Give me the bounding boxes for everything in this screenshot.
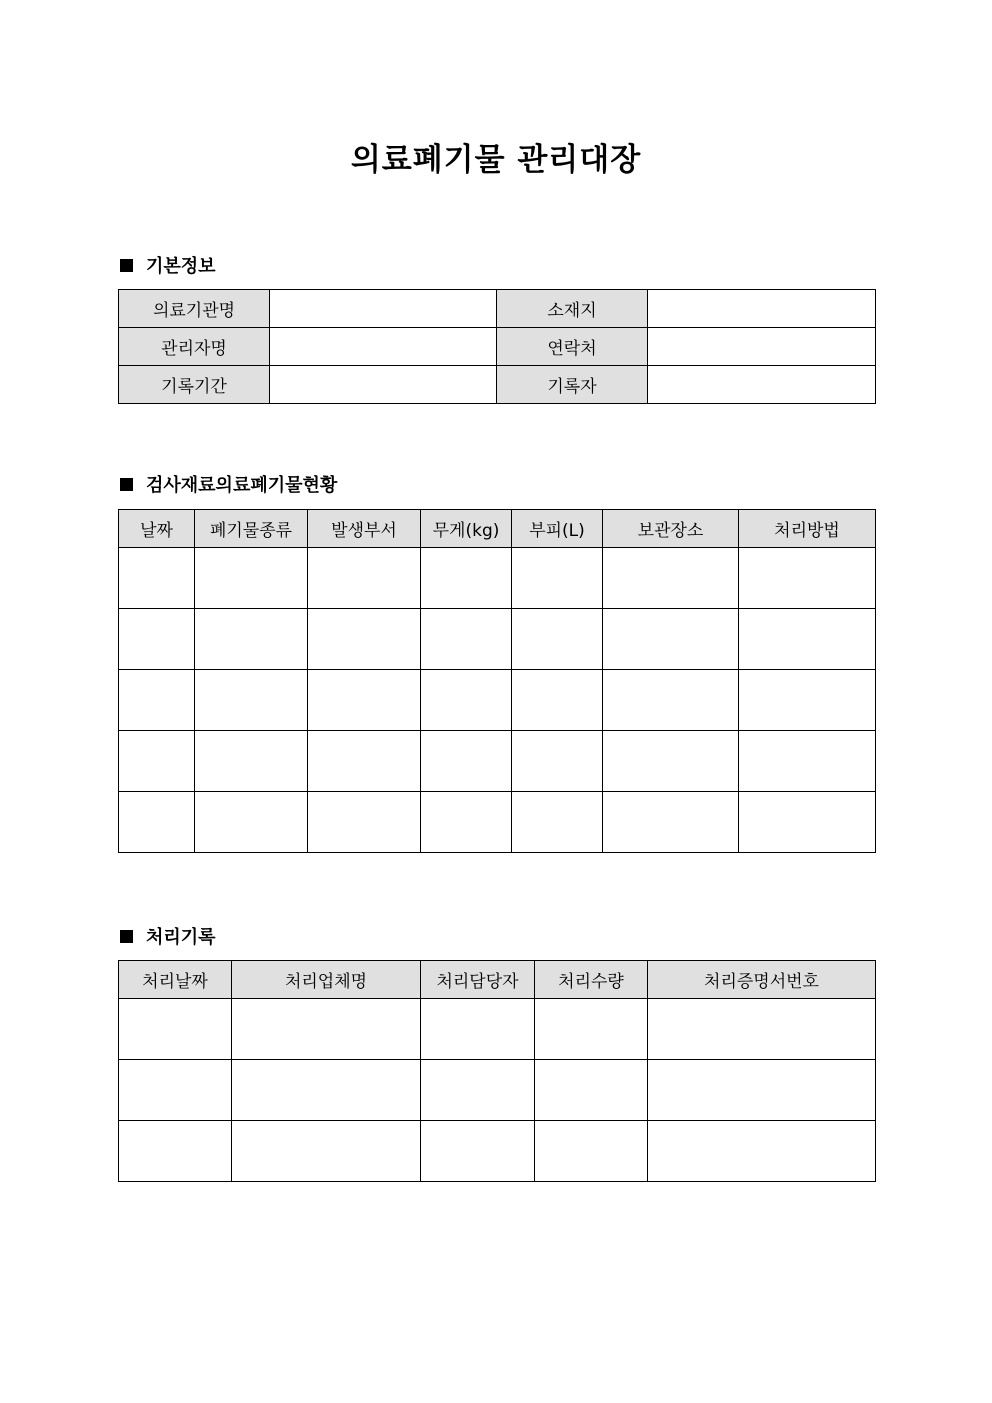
table-cell[interactable] [195, 670, 308, 731]
table-cell[interactable] [421, 1060, 535, 1121]
table-cell[interactable] [119, 1121, 232, 1182]
table-cell[interactable] [512, 731, 603, 792]
table-cell[interactable] [512, 609, 603, 670]
disposal-records-header-row [119, 961, 876, 999]
column-header-date: 날짜 [119, 510, 195, 548]
waste-status-heading-text: 검사재료의료폐기물현황 [146, 475, 338, 496]
contact-field[interactable] [648, 328, 876, 366]
table-cell[interactable] [119, 548, 195, 609]
table-row [119, 999, 876, 1060]
table-cell[interactable] [421, 731, 512, 792]
info-row-period [119, 366, 876, 404]
table-cell[interactable] [421, 1121, 535, 1182]
column-header-certificate-number: 처리증명서번호 [648, 961, 876, 999]
institution-name-label: 의료기관명 [119, 290, 270, 328]
table-cell[interactable] [195, 548, 308, 609]
table-cell[interactable] [119, 1060, 232, 1121]
column-header-company: 처리업체명 [232, 961, 421, 999]
table-cell[interactable] [421, 609, 512, 670]
waste-status-heading [118, 472, 337, 496]
table-cell[interactable] [308, 731, 421, 792]
black-square-icon [120, 478, 133, 491]
table-cell[interactable] [308, 548, 421, 609]
column-header-storage: 보관장소 [603, 510, 739, 548]
basic-info-heading-text: 기본정보 [146, 256, 216, 277]
table-cell[interactable] [535, 999, 648, 1060]
basic-info-heading [118, 253, 216, 277]
manager-name-label: 관리자명 [119, 328, 270, 366]
record-period-label: 기록기간 [119, 366, 270, 404]
column-header-weight: 무게(kg) [421, 510, 512, 548]
table-cell[interactable] [603, 792, 739, 853]
column-header-department: 발생부서 [308, 510, 421, 548]
basic-info-table [118, 289, 876, 404]
location-label: 소재지 [497, 290, 648, 328]
table-cell[interactable] [195, 731, 308, 792]
table-cell[interactable] [308, 792, 421, 853]
table-row [119, 609, 876, 670]
column-header-volume: 부피(L) [512, 510, 603, 548]
column-header-person-in-charge: 처리담당자 [421, 961, 535, 999]
table-cell[interactable] [119, 609, 195, 670]
table-cell[interactable] [119, 670, 195, 731]
table-cell[interactable] [739, 548, 876, 609]
table-cell[interactable] [308, 670, 421, 731]
black-square-icon [120, 259, 133, 272]
table-row [119, 670, 876, 731]
table-cell[interactable] [535, 1060, 648, 1121]
column-header-disposal-method: 처리방법 [739, 510, 876, 548]
table-cell[interactable] [739, 792, 876, 853]
table-cell[interactable] [648, 1060, 876, 1121]
disposal-records-heading-text: 처리기록 [146, 927, 216, 948]
table-cell[interactable] [421, 548, 512, 609]
disposal-records-table [118, 960, 876, 1182]
contact-label: 연락처 [497, 328, 648, 366]
table-cell[interactable] [512, 792, 603, 853]
table-row [119, 548, 876, 609]
table-cell[interactable] [421, 670, 512, 731]
table-cell[interactable] [232, 1121, 421, 1182]
waste-status-table [118, 509, 876, 853]
waste-status-header-row [119, 510, 876, 548]
table-cell[interactable] [421, 999, 535, 1060]
table-cell[interactable] [119, 731, 195, 792]
table-cell[interactable] [308, 609, 421, 670]
table-cell[interactable] [195, 609, 308, 670]
info-row-institution [119, 290, 876, 328]
table-cell[interactable] [648, 999, 876, 1060]
recorder-field[interactable] [648, 366, 876, 404]
table-cell[interactable] [648, 1121, 876, 1182]
table-cell[interactable] [232, 999, 421, 1060]
table-cell[interactable] [512, 670, 603, 731]
document-title: 의료폐기물 관리대장 [350, 142, 642, 178]
location-field[interactable] [648, 290, 876, 328]
table-row [119, 1060, 876, 1121]
table-cell[interactable] [739, 670, 876, 731]
disposal-records-heading [118, 924, 216, 948]
table-row [119, 1121, 876, 1182]
table-cell[interactable] [603, 670, 739, 731]
table-cell[interactable] [603, 609, 739, 670]
institution-name-field[interactable] [270, 290, 497, 328]
info-row-manager [119, 328, 876, 366]
table-cell[interactable] [739, 609, 876, 670]
table-cell[interactable] [421, 792, 512, 853]
column-header-quantity: 처리수량 [535, 961, 648, 999]
table-cell[interactable] [232, 1060, 421, 1121]
table-cell[interactable] [195, 792, 308, 853]
table-cell[interactable] [535, 1121, 648, 1182]
table-cell[interactable] [119, 792, 195, 853]
table-cell[interactable] [119, 999, 232, 1060]
table-cell[interactable] [603, 731, 739, 792]
recorder-label: 기록자 [497, 366, 648, 404]
black-square-icon [120, 930, 133, 943]
manager-name-field[interactable] [270, 328, 497, 366]
table-row [119, 731, 876, 792]
table-cell[interactable] [739, 731, 876, 792]
table-cell[interactable] [512, 548, 603, 609]
table-cell[interactable] [603, 548, 739, 609]
column-header-waste-type: 폐기물종류 [195, 510, 308, 548]
table-row [119, 792, 876, 853]
record-period-field[interactable] [270, 366, 497, 404]
column-header-disposal-date: 처리날짜 [119, 961, 232, 999]
